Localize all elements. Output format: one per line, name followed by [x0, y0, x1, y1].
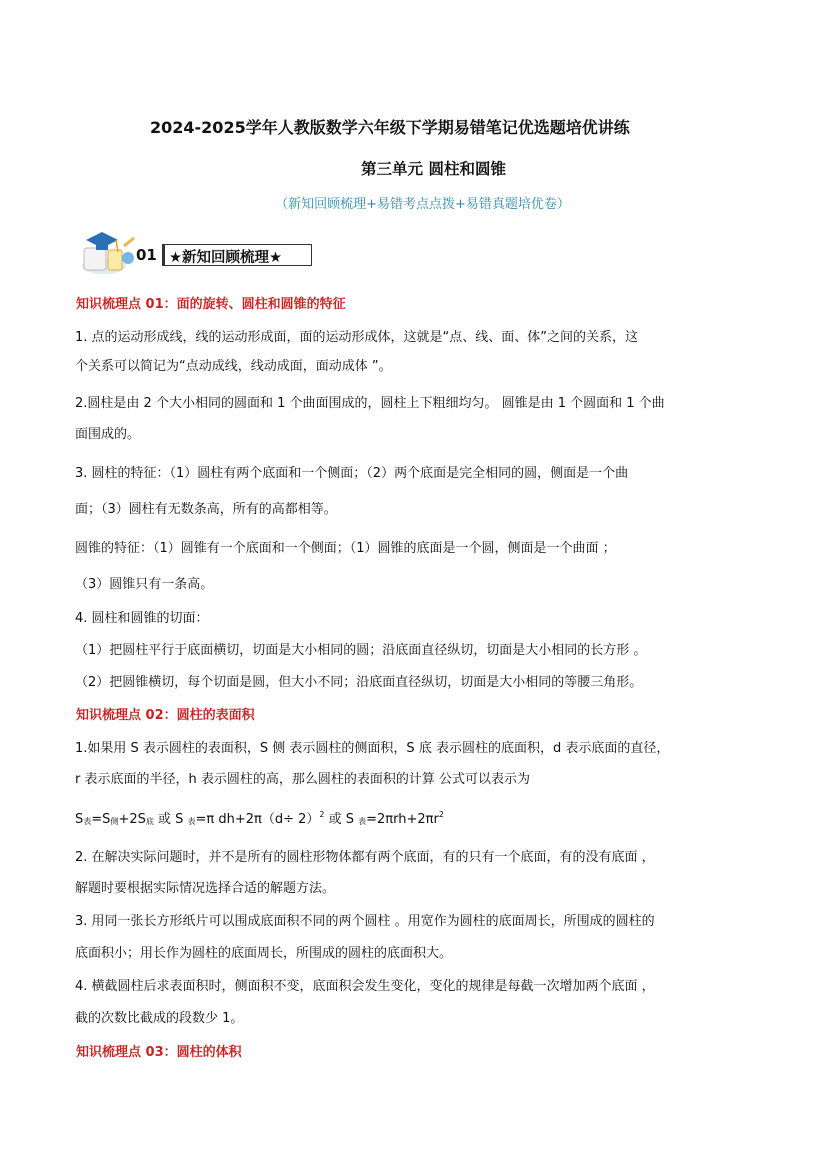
text-line: （1）把圆柱平行于底面横切，切面是大小相同的圆；沿底面直径纵切，切面是大小相同的长方形 。: [75, 643, 647, 658]
text-line: 2. 在解决实际问题时，并不是所有的圆柱形物体都有两个底面，有的只有一个底面，有的没有底面 ，: [75, 850, 655, 865]
graduation-cap-icon: [78, 228, 138, 276]
text-line: （3）圆锥只有一条高。: [75, 577, 214, 592]
section-heading-03: 知识梳理点 03：圆柱的体积: [76, 1045, 242, 1060]
text-line: 截的次数比截成的段数少 1。: [75, 1011, 244, 1026]
banner-number: 01: [136, 246, 157, 264]
section-heading-02: 知识梳理点 02：圆柱的表面积: [76, 708, 255, 723]
banner-label: ★新知回顾梳理★: [162, 244, 312, 266]
unit-title: 第三单元 圆柱和圆锥: [361, 160, 506, 178]
text-line: 4. 横截圆柱后求表面积时，侧面积不变，底面积会发生变化，变化的规律是每截一次增加两个底面 ，: [75, 979, 655, 994]
text-line: 面围成的。: [75, 427, 141, 442]
text-line: 4. 圆柱和圆锥的切面：: [75, 611, 209, 626]
text-line: （2）把圆锥横切，每个切面是圆，但大小不同；沿底面直径纵切，切面是大小相同的等腰三角形。: [75, 675, 643, 690]
section-banner: [78, 228, 316, 276]
text-line: 底面积小；用长作为圆柱的底面周长，所围成的圆柱的底面积大。: [75, 946, 453, 961]
text-line: 2.圆柱是由 2 个大小相同的圆面和 1 个曲面围成的，圆柱上下粗细均匀。 圆锥是由 1 个圆面和 1 个曲: [75, 396, 665, 411]
text-line: 1. 点的运动形成线，线的运动形成面，面的运动形成体，这就是“点、线、面、体”之间的关系，这: [75, 330, 639, 345]
text-line: 面；（3）圆柱有无数条高，所有的高都相等。: [75, 502, 337, 517]
text-line: 3. 圆柱的特征：（1）圆柱有两个底面和一个侧面；（2）两个底面是完全相同的圆，侧面是一个曲: [75, 466, 629, 481]
text-line: 3. 用同一张长方形纸片可以围成底面积不同的两个圆柱 。用宽作为圆柱的底面周长，所围成的圆柱的: [75, 914, 655, 929]
section-heading-01: 知识梳理点 01：面的旋转、圆柱和圆锥的特征: [76, 297, 346, 312]
text-line: r 表示底面的半径，h 表示圆柱的高，那么圆柱的表面积的计算 公式可以表示为: [75, 772, 530, 787]
text-line: 1.如果用 S 表示圆柱的表面积，S 侧 表示圆柱的侧面积，S 底 表示圆柱的底面积，d 表示底面的直径，: [75, 741, 670, 756]
text-line: 个关系可以简记为“点动成线，线动成面，面动成体 ”。: [75, 359, 392, 374]
text-line: 解题时要根据实际情况选择合适的解题方法。: [75, 881, 336, 896]
surface-area-formula: $S_表=S_侧+2S_底$ 或 S $_表$=π $dh+2\pi(d\div 2)^2$ 或 S $_表=2\pi rh+2\pi r^2$: [75, 810, 444, 827]
subtitle-note: （新知回顾梳理+易错考点点拨+易错真题培优卷）: [275, 197, 570, 212]
document-title: 2024-2025学年人教版数学六年级下学期易错笔记优选题培优讲练: [150, 118, 630, 137]
text-line: 圆锥的特征：（1）圆锥有一个底面和一个侧面；（1）圆锥的底面是一个圆，侧面是一个曲面 ；: [75, 541, 616, 556]
